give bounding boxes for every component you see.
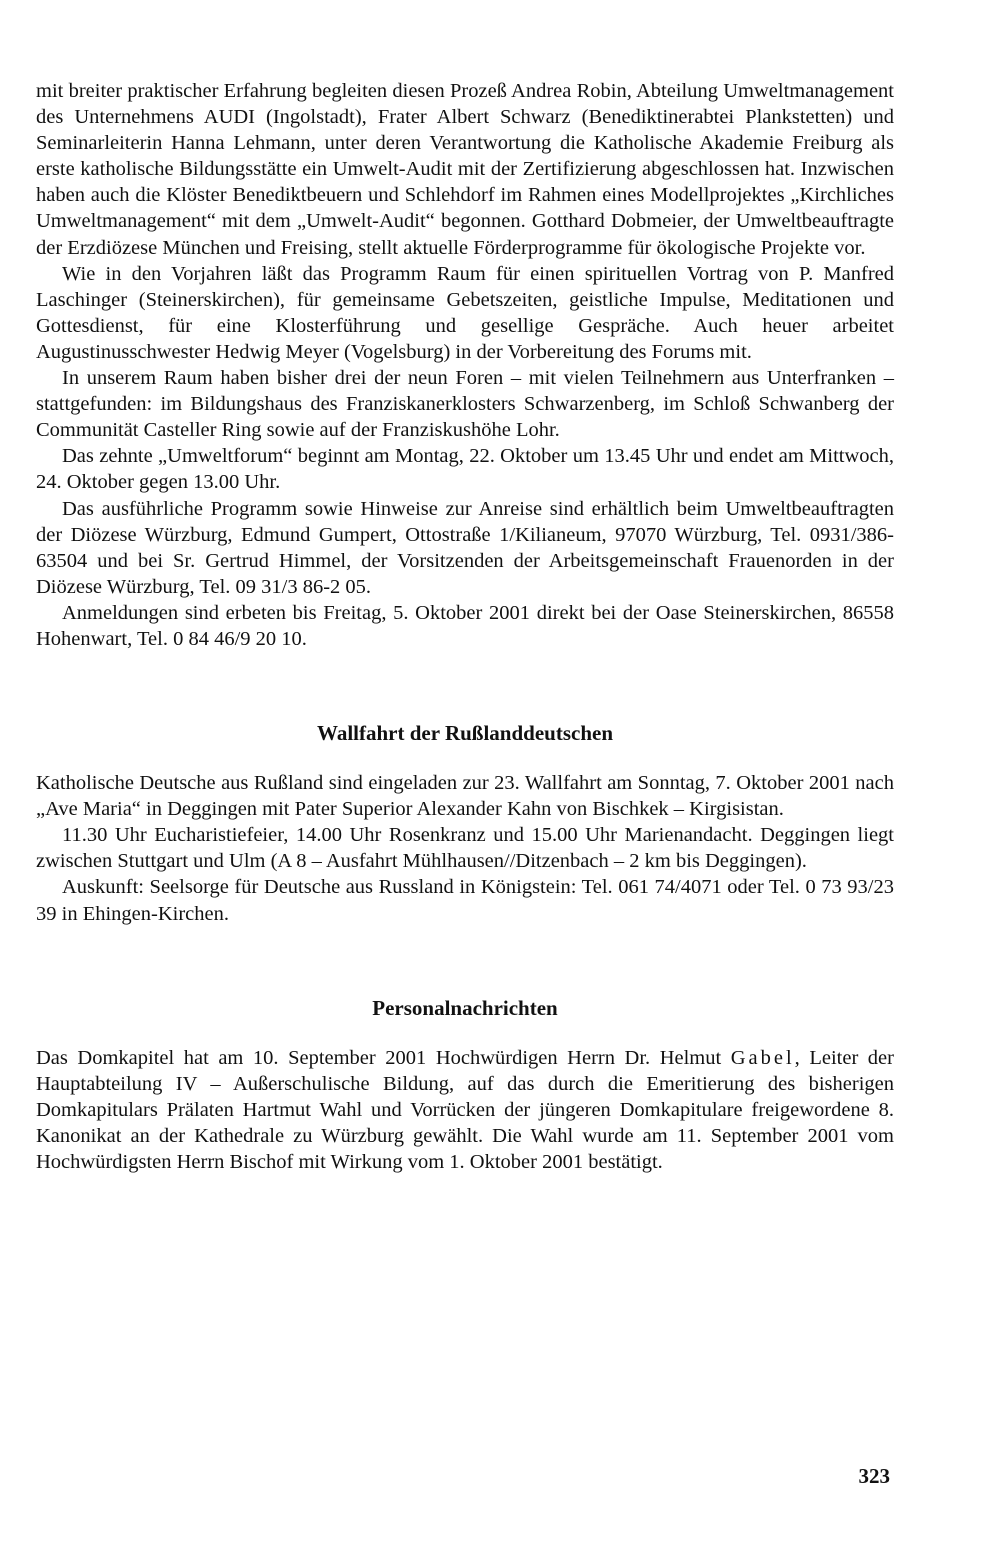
spacer [36,1021,894,1045]
text-run: Das Domkapitel hat am 10. September 2001 Hochwürdigen Herrn Dr. Helmut [36,1046,731,1069]
person-name: Gabel [730,1046,795,1069]
spacer [36,746,894,770]
paragraph: Katholische Deutsche aus Rußland sind eingeladen zur 23. Wallfahrt am Sonntag, 7. Oktober 2001 nach „Ave Maria“ in Deggingen mit Pater Superior Alexander Kahn von Bischkek – Kirgisistan. [36,772,894,821]
paragraph: mit breiter praktischer Erfahrung begleiten diesen Prozeß Andrea Robin, Abteilung Umweltmanagement des Unternehmens AUDI (Ingolstadt), Frater Albert Schwarz (Benediktinerabtei Plankstetten) und Seminarleiterin Hanna Lehmann, unter deren Verantwortung die Katholische Akademie Freiburg als erste katholische Bildungsstätte ein Umwelt-Audit mit der Zertifizierung abgeschlossen hat. Inzwischen haben auch die Klöster Benediktbeuern und Schlehdorf im Rahmen eines Modellprojektes „Kirchliches Umweltmanagement“ mit dem „Umwelt-Audit“ begonnen. Gotthard Dobmeier, der Umweltbeauftragte der Erzdiözese München und Freising, stellt aktuelle Förderprogramme für ökologische Projekte vor. [36,80,894,259]
text-run: , Leiter der Hauptabteilung IV – Außerschulische Bildung, auf das durch die Emeritierung des bisherigen Domkapitulars Prälaten Hartmut Wahl und Vorrücken der jüngeren Domkapitulare freigewordene 8. Kanonikat an der Kathedrale zu Würzburg gewählt. Die Wahl wurde am 11. September 2001 vom Hochwürdigsten Herrn Bischof mit Wirkung vom 1. Oktober 2001 bestätigt. [36,1046,894,1173]
spacer [36,927,894,995]
paragraph: Anmeldungen sind erbeten bis Freitag, 5. Oktober 2001 direkt bei der Oase Steinerskirchen, 86558 Hohenwart, Tel. 0 84 46/9 20 10. [36,601,894,650]
page-number: 323 [858,1464,890,1488]
paragraph: Auskunft: Seelsorge für Deutsche aus Russland in Königstein: Tel. 061 74/4071 oder Tel. 0 73 93/23 39 in Ehingen-Kirchen. [36,876,894,925]
paragraph-personal [36,1045,894,1175]
section-heading-wallfahrt: Wallfahrt der Rußlanddeutschen [317,721,613,746]
page-body [36,78,894,1175]
paragraph: Das ausführliche Programm sowie Hinweise zur Anreise sind erhältlich beim Umweltbeauftragten der Diözese Würzburg, Edmund Gumpert, Ottostraße 1/Kilianeum, 97070 Würzburg, Tel. 0931/386-63504 und bei Sr. Gertrud Himmel, der Vorsitzenden der Arbeitsgemeinschaft Frauenorden in der Diözese Würzburg, Tel. 09 31/3 86-2 05. [36,497,894,598]
paragraph: Das zehnte „Umweltforum“ beginnt am Montag, 22. Oktober um 13.45 Uhr und endet am Mittwoch, 24. Oktober gegen 13.00 Uhr. [36,445,894,494]
spacer [36,652,894,720]
paragraph: Wie in den Vorjahren läßt das Programm Raum für einen spirituellen Vortrag von P. Manfred Laschinger (Steinerskirchen), für gemeinsame Gebetszeiten, geistliche Impulse, Meditationen und Gottesdienst, für eine Klosterführung und gesellige Gespräche. Auch heuer arbeitet Augustinusschwester Hedwig Meyer (Vogelsburg) in der Vorbereitung des Forums mit. [36,262,894,363]
section-heading-personalnachrichten: Personalnachrichten [372,995,558,1020]
paragraph: In unserem Raum haben bisher drei der neun Foren – mit vielen Teilnehmern aus Unterfranken – stattgefunden: im Bildungshaus des Franziskanerklosters Schwarzenberg, im Schloß Schwanberg der Communität Casteller Ring sowie auf der Franziskushöhe Lohr. [36,367,894,442]
paragraph: 11.30 Uhr Eucharistiefeier, 14.00 Uhr Rosenkranz und 15.00 Uhr Marienandacht. Deggingen liegt zwischen Stuttgart und Ulm (A 8 – Ausfahrt Mühlhausen//Ditzenbach – 2 km bis Deggingen). [36,824,894,873]
